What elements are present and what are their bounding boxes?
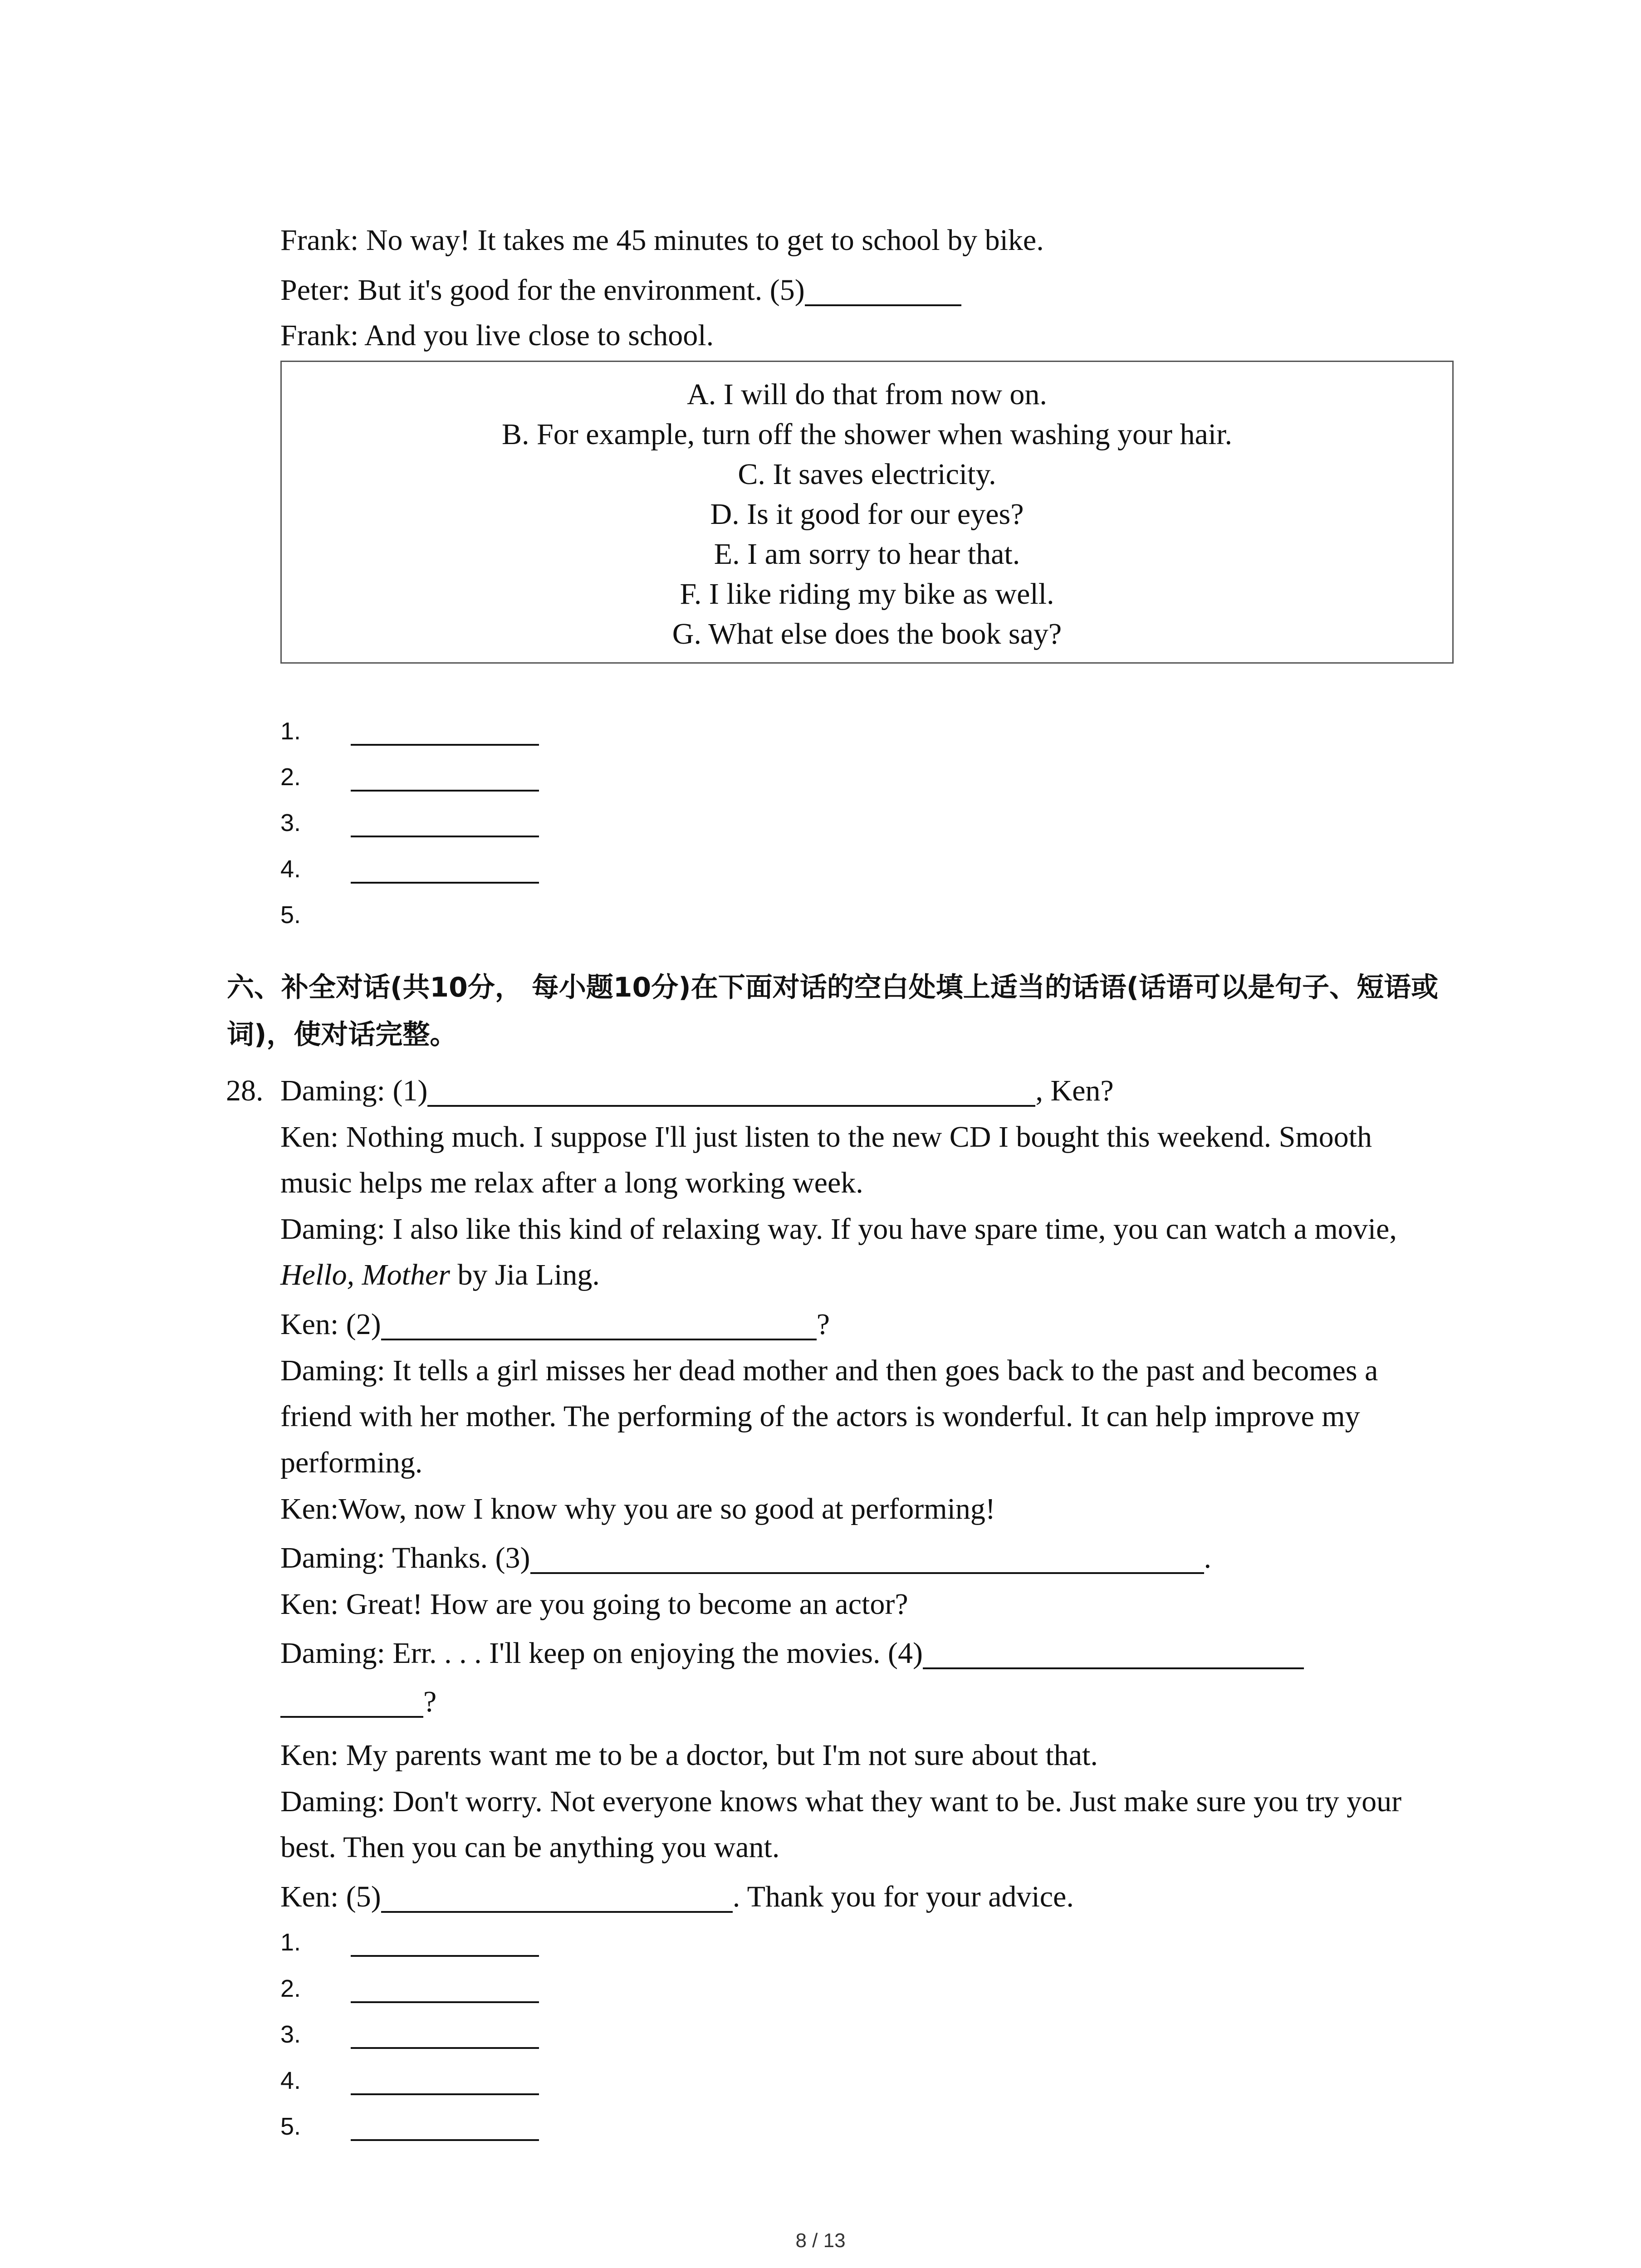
answer-line[interactable]	[351, 744, 539, 746]
dialogue-line: Frank: No way! It takes me 45 minutes to get to school by bike.	[280, 224, 1044, 257]
answer-line[interactable]	[351, 1955, 539, 1957]
dialogue-line: Frank: And you live close to school.	[280, 319, 714, 352]
dialogue-line	[280, 1540, 1211, 1576]
dialogue-line	[280, 1306, 830, 1343]
answer-line[interactable]	[351, 2001, 539, 2003]
dialogue-line	[280, 272, 961, 308]
dialogue-line: Daming: I also like this kind of relaxing way. If you have spare time, you can watch a movie,	[280, 1212, 1397, 1246]
dialogue-text: Daming: Thanks. (3)	[280, 1541, 530, 1574]
movie-title: Hello, Mother	[280, 1258, 450, 1291]
dialogue-line: Ken: Nothing much. I suppose I'll just listen to the new CD I bought this weekend. Smooth	[280, 1120, 1372, 1154]
dialogue-text: .	[1204, 1541, 1212, 1574]
dialogue-text: ?	[816, 1308, 830, 1341]
dialogue-line	[280, 1257, 600, 1293]
dialogue-text: . Thank you for your advice.	[732, 1880, 1074, 1913]
dialogue-line: Daming: Don't worry. Not everyone knows what they want to be. Just make sure you try your	[280, 1785, 1402, 1818]
answer-number: 1.	[280, 1929, 301, 1956]
answer-line[interactable]	[351, 790, 539, 792]
dialogue-text: , Ken?	[1035, 1074, 1114, 1107]
dialogue-line	[280, 1879, 1074, 1915]
dialogue-line	[280, 1684, 436, 1720]
option-g: G. What else does the book say?	[672, 617, 1062, 650]
answer-number: 4.	[280, 855, 301, 883]
dialogue-line	[280, 1073, 1114, 1109]
answer-blank[interactable]	[280, 1688, 423, 1718]
dialogue-text: ?	[423, 1685, 437, 1718]
answer-blank[interactable]	[381, 1883, 733, 1913]
answer-blank[interactable]	[805, 276, 961, 306]
answer-row	[280, 2112, 348, 2141]
answer-row	[280, 855, 348, 884]
dialogue-text: Ken: (5)	[280, 1880, 381, 1913]
dialogue-line: Daming: It tells a girl misses her dead mother and then goes back to the past and becomes a	[280, 1354, 1378, 1387]
answer-blank[interactable]	[530, 1544, 1204, 1574]
dialogue-line: friend with her mother. The performing of the actors is wonderful. It can help improve my	[280, 1400, 1360, 1433]
answer-row	[280, 808, 348, 837]
page-number: 8 / 13	[795, 2229, 846, 2252]
answer-row	[280, 2020, 348, 2049]
option-a: A. I will do that from now on.	[687, 378, 1047, 411]
answer-line[interactable]	[351, 836, 539, 837]
answer-number: 2.	[280, 763, 301, 791]
section-heading: 六、补全对话(共10分， 每小题10分)在下面对话的空白处填上适当的话语(话语可以是句子、短语或词)，使对话完整。	[227, 972, 1439, 1051]
dialogue-line: best. Then you can be anything you want.	[280, 1831, 780, 1864]
answer-line[interactable]	[351, 882, 539, 884]
options-box	[280, 361, 1454, 664]
dialogue-line: performing.	[280, 1446, 423, 1479]
answer-line[interactable]	[351, 2139, 539, 2141]
answer-row	[280, 2066, 348, 2095]
option-e: E. I am sorry to hear that.	[714, 538, 1020, 571]
answer-number: 5.	[280, 2113, 301, 2140]
dialogue-line	[280, 1635, 1304, 1672]
dialogue-text: by Jia Ling.	[450, 1258, 600, 1291]
question-number: 28.	[226, 1074, 264, 1107]
option-f: F. I like riding my bike as well.	[680, 577, 1054, 611]
answer-number: 2.	[280, 1975, 301, 2002]
dialogue-line: Ken:Wow, now I know why you are so good at performing!	[280, 1492, 995, 1525]
option-b: B. For example, turn off the shower when washing your hair.	[502, 418, 1232, 451]
answer-blank[interactable]	[381, 1310, 817, 1340]
answer-blank[interactable]	[923, 1639, 1304, 1669]
answer-row	[280, 1928, 348, 1957]
answer-row	[280, 1974, 348, 2003]
answer-number: 4.	[280, 2067, 301, 2094]
answer-number: 3.	[280, 2021, 301, 2048]
dialogue-line: Ken: Great! How are you going to become an actor?	[280, 1588, 908, 1621]
dialogue-text: Ken: (2)	[280, 1308, 381, 1341]
answer-number: 3.	[280, 809, 301, 836]
option-c: C. It saves electricity.	[738, 458, 996, 491]
dialogue-text: Daming: (1)	[280, 1074, 428, 1107]
dialogue-text: Daming: Err. . . . I'll keep on enjoying the movies. (4)	[280, 1637, 923, 1670]
answer-blank[interactable]	[427, 1077, 1035, 1107]
dialogue-text: Peter: But it's good for the environment. (5)	[280, 274, 805, 307]
answer-line[interactable]	[351, 2047, 539, 2049]
answer-line[interactable]	[351, 2093, 539, 2095]
answer-number: 5.	[280, 901, 301, 929]
answer-row	[280, 900, 348, 929]
dialogue-line: music helps me relax after a long working week.	[280, 1166, 863, 1199]
answer-number: 1.	[280, 718, 301, 745]
answer-row	[280, 717, 348, 746]
dialogue-line: Ken: My parents want me to be a doctor, but I'm not sure about that.	[280, 1739, 1098, 1772]
option-d: D. Is it good for our eyes?	[710, 498, 1024, 531]
answer-row	[280, 763, 348, 792]
